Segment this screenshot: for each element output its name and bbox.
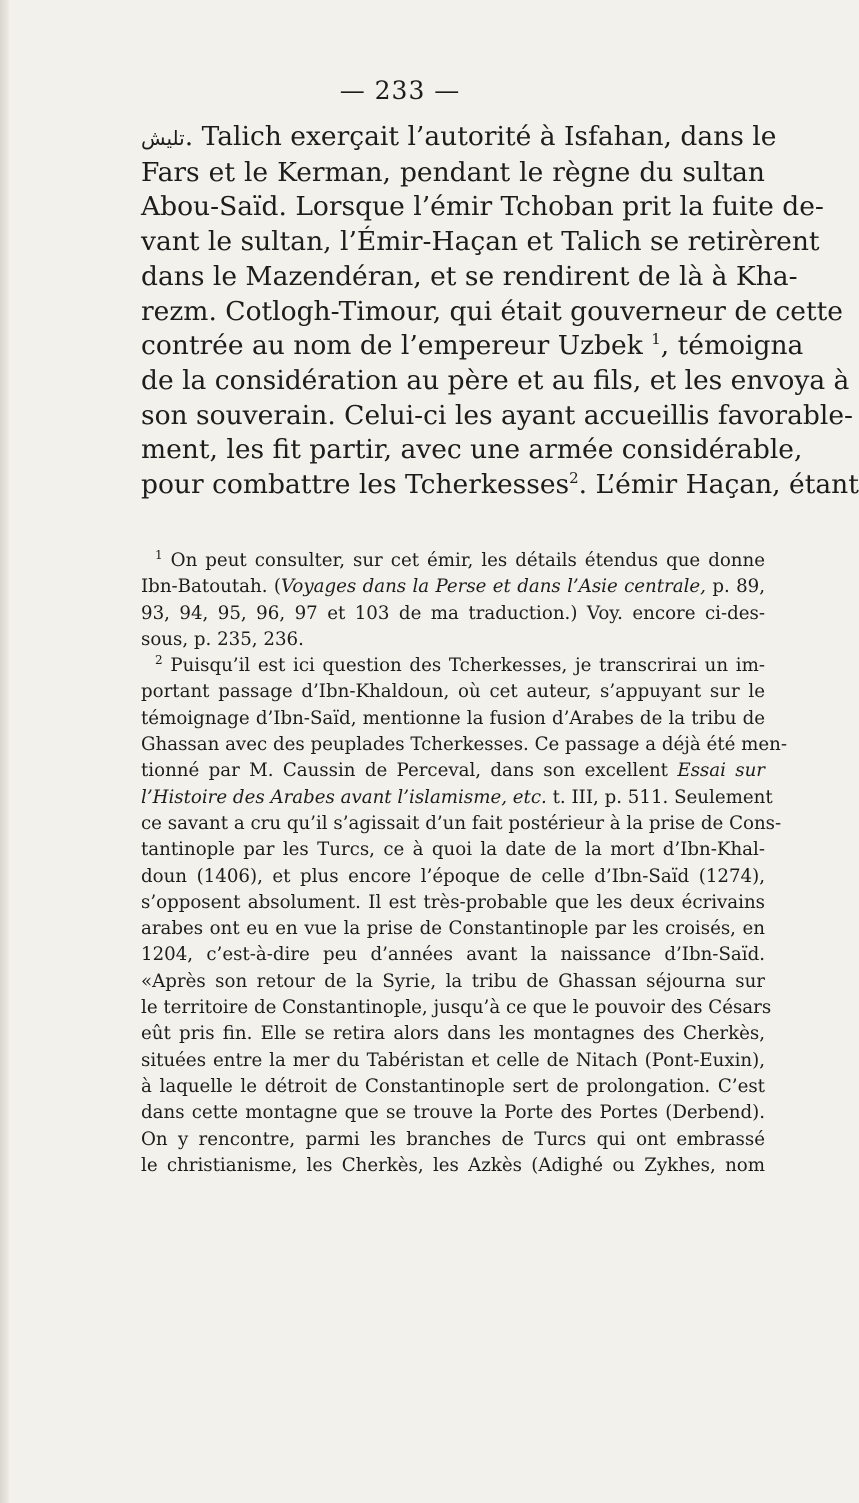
text-line: Fars et le Kerman, pendant le règne du sultan — [141, 156, 765, 188]
footnotes: $^1$ On peut consulter, sur cet émir, les détails étendus que donne Ibn-Batoutah. (Voyages dans la Perse et dans l’Asie centrale, p. 89, 93, 94, 95, 96, 97 et 103 de ma traduction.) Voy. encore ci-des- sous, p. 235, 236. $^2$ Puisqu’il est ici question des Tcherkesses, je transcrirai un im- portant passage d’Ibn-Khaldoun, où cet auteur, s’appuyant sur le témoignage d’Ibn-Saïd, mentionne la fusion d’Arabes de la tribu de Ghassan avec des peuplades Tcherkesses. Ce passage a déjà été men- tionné par M. Caussin de Perceval, dans son excellent Essai sur l’Histoire des Arabes avant l’islamisme, etc. t. III, p. 511. Seulement ce savant a cru qu’il s’agissait d’un fait postérieur à la prise de Cons- tantinople par les Turcs, ce à quoi la date de la mort d’Ibn-Khal- doun (1406), et plus encore l’époque de celle d’Ibn-Saïd (1274), s’opposent absolument. Il est très-probable que les deux écrivains arabes ont eu en vue la prise de Constantinople par les croisés, en 1204, c’est-à-dire peu d’années avant la naissance d’Ibn-Saïd. «Après son retour de la Syrie, la tribu de Ghassan séjourna sur le territoire de Constantinople, jusqu’à ce que le pouvoir des Césars eût pris fin. Elle se retira alors dans les montagnes des Cherkès, situées entre la mer du Tabéristan et celle de Nitach (Pont-Euxin), à laquelle le détroit de Constantinople sert de prolongation. C’est dans cette montagne que se trouve la Porte des Portes (Derbend). On y rencontre, parmi les branches de Turcs qui ont embrassé le christianisme, les Cherkès, les Azkès (Adighé ou Zykhes, nom — [141, 547, 788, 1176]
footnote-ref-1: 1 — [651, 330, 661, 349]
main-text — [141, 120, 859, 503]
footnote-ref-2: 2 — [569, 469, 579, 488]
text-line: son souverain. Celui-ci les ayant accueillis favorable- — [141, 399, 853, 431]
text-line: pour combattre les Tcherkesses$^2$. L’émir Haçan, étant — [141, 469, 859, 501]
text-line: dans le Mazendéran, et se rendirent de là à Kha- — [141, 260, 798, 292]
page-edge-shadow — [0, 0, 9, 1503]
footnote-1: $^1$ On peut consulter, sur cet émir, les détails étendus que donne — [155, 547, 765, 571]
text-line: Abou-Saïd. Lorsque l’émir Tchoban prit la fuite de- — [141, 191, 824, 223]
page-number: — 233 — — [339, 76, 461, 105]
text-line: contrée au nom de l’empereur Uzbek $^1$, témoigna — [141, 330, 804, 362]
arabic-word: تليش — [141, 126, 185, 150]
text-line: rezm. Cotlogh-Timour, qui était gouverneur de cette — [141, 295, 843, 327]
text-line: تليش. Talich exerçait l’autorité à Isfahan, dans le — [141, 121, 777, 152]
text-line: de la considération au père et au fils, et les envoya à — [141, 364, 850, 396]
text-line: ment, les fit partir, avec une armée considérable, — [141, 434, 803, 466]
text-line: vant le sultan, l’Émir-Haçan et Talich se retirèrent — [141, 226, 820, 258]
footnote-2: $^2$ Puisqu’il est ici question des Tcherkesses, je transcrirai un im- — [155, 653, 765, 677]
